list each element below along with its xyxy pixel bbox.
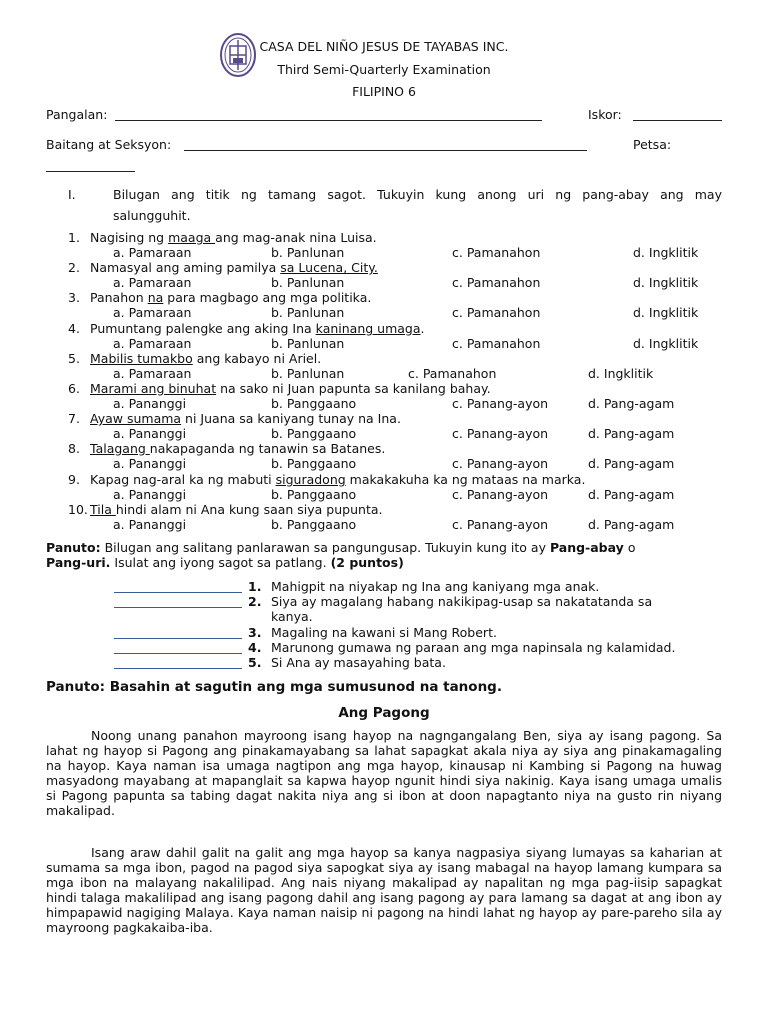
choice-a[interactable]: a. Pananggi — [113, 487, 187, 502]
answer-blank[interactable] — [114, 607, 242, 608]
grade-section-field[interactable] — [184, 150, 587, 151]
choice-a[interactable]: a. Pamaraan — [113, 336, 192, 351]
part-two-instruction-line2 — [46, 555, 404, 570]
question-number: 9. — [68, 472, 80, 487]
question-text-end: ang mag-anak nina Luisa. — [215, 230, 377, 245]
points-note: (2 puntos) — [330, 555, 404, 570]
choice-d[interactable]: d. Ingklitik — [633, 336, 699, 351]
question-number: 7. — [68, 411, 80, 426]
question-text-end: na sako ni Juan papunta sa kanilang bahay. — [216, 381, 491, 396]
choice-a[interactable]: a. Pananggi — [113, 456, 187, 471]
score-label: Iskor: — [588, 107, 622, 122]
underlined-adverb: kaninang umaga — [315, 321, 421, 336]
choice-d[interactable]: d. Pang-agam — [588, 487, 675, 502]
question-number: 2. — [68, 260, 80, 275]
exam-title: Third Semi-Quarterly Examination — [277, 62, 491, 77]
choice-d[interactable]: d. Ingklitik — [633, 245, 699, 260]
choice-a[interactable]: a. Pamaraan — [113, 275, 192, 290]
date-label: Petsa: — [633, 137, 672, 152]
choice-a[interactable]: a. Pananggi — [113, 517, 187, 532]
part-one-numeral: I. — [68, 187, 76, 202]
part-two-text-2: o — [623, 540, 636, 555]
choice-b[interactable]: b. Panlunan — [271, 275, 345, 290]
choice-d[interactable]: d. Ingklitik — [588, 366, 654, 381]
part-two-instruction — [46, 540, 635, 555]
school-name: CASA DEL NIÑO JESUS DE TAYABAS INC. — [259, 39, 509, 54]
item-sentence: Mahigpit na niyakap ng Ina ang kaniyang mga anak. — [271, 579, 600, 594]
choice-c[interactable]: c. Panang-ayon — [452, 487, 549, 502]
answer-blank[interactable] — [114, 638, 242, 639]
answer-blank[interactable] — [114, 653, 242, 654]
choice-b[interactable]: b. Panlunan — [271, 305, 345, 320]
choice-c[interactable]: c. Panang-ayon — [452, 456, 549, 471]
choice-d[interactable]: d. Pang-agam — [588, 426, 675, 441]
item-sentence: Si Ana ay masayahing bata. — [271, 655, 446, 670]
answer-blank[interactable] — [114, 668, 242, 669]
question-text-end: para magbago ang mga politika. — [163, 290, 372, 305]
question-text-end: ang kabayo ni Ariel. — [192, 351, 322, 366]
choice-b[interactable]: b. Panlunan — [271, 336, 345, 351]
question-text-end: nakapaganda ng tanawin sa Batanes. — [149, 441, 386, 456]
item-number: 2. — [248, 594, 262, 609]
question-text-end: ni Juana sa kaniyang tunay na Ina. — [181, 411, 401, 426]
question-text: Kapag nag-aral ka ng mabuti — [90, 472, 276, 487]
choice-d[interactable]: d. Ingklitik — [633, 305, 699, 320]
underlined-adverb: na — [147, 290, 164, 305]
choice-c[interactable]: c. Panang-ayon — [452, 517, 549, 532]
question-text: Namasyal ang aming pamilya — [90, 260, 281, 275]
question-3 — [68, 290, 371, 305]
choice-d[interactable]: d. Ingklitik — [633, 275, 699, 290]
item-sentence: Siya ay magalang habang nakikipag-usap sa nakatatanda sa — [271, 594, 653, 609]
choice-b[interactable]: b. Panggaano — [271, 487, 357, 502]
question-number: 10. — [68, 502, 88, 517]
choice-d[interactable]: d. Pang-agam — [588, 396, 675, 411]
choice-a[interactable]: a. Pananggi — [113, 396, 187, 411]
choice-a[interactable]: a. Pamaraan — [113, 245, 192, 260]
story-paragraph-2: Isang araw dahil galit na galit ang mga hayop sa kanya nagpasiya siyang lumayas sa kaharian at sumama sa mga ibon, pagod na pagod siya sapogkat siya ay isang mabagal na hayop lamang kumpara sa mga ibon na malayang nakalilipad. Ang nais niyang makalipad ay napalitan ng mga pag-iisip sapagkat hindi talaga makalilipad ang isang pagong dahil ang isang pagong ay para lamang sa dagat at ang ibon ay himpapawid nagiging Malaya. Kaya naman naisip ni pagong na hindi lahat ng hayop ay pare-pareho sila ay mayroong pagkakaiba-iba. — [46, 845, 722, 935]
choice-a[interactable]: a. Pamaraan — [113, 366, 192, 381]
pang-abay-term: Pang-abay — [549, 540, 624, 555]
choice-b[interactable]: b. Panggaano — [271, 396, 357, 411]
choice-d[interactable]: d. Pang-agam — [588, 456, 675, 471]
choice-b[interactable]: b. Panlunan — [271, 245, 345, 260]
item-number: 4. — [248, 640, 262, 655]
underlined-adverb: Talagang — [90, 441, 150, 456]
question-text-end: makakakuha ka ng mataas na marka. — [345, 472, 586, 487]
question-number: 8. — [68, 441, 80, 456]
choice-b[interactable]: b. Panggaano — [271, 426, 357, 441]
question-10 — [68, 502, 382, 517]
question-9 — [68, 472, 585, 487]
choice-b[interactable]: b. Panggaano — [271, 517, 357, 532]
pang-uri-term: Pang-uri. — [46, 555, 111, 570]
item-number: 3. — [248, 625, 262, 640]
question-number: 3. — [68, 290, 80, 305]
underlined-adverb: maaga — [168, 230, 216, 245]
question-number: 1. — [68, 230, 80, 245]
item-sentence: Marunong gumawa ng paraan ang mga napinsala ng kalamidad. — [271, 640, 676, 655]
part-one-instruction: Bilugan ang titik ng tamang sagot. Tukuyin kung anong uri ng pang-abay ang may — [113, 187, 722, 202]
question-text: Pumuntang palengke ang aking Ina — [90, 321, 316, 336]
underlined-adverb: Marami ang binuhat — [90, 381, 217, 396]
question-1 — [68, 230, 377, 245]
subject-title: FILIPINO 6 — [352, 84, 416, 99]
choice-b[interactable]: b. Panlunan — [271, 366, 345, 381]
question-8 — [68, 441, 385, 456]
question-number: 5. — [68, 351, 80, 366]
score-field[interactable] — [633, 120, 722, 121]
underlined-adverb: Ayaw sumama — [90, 411, 182, 426]
item-number: 1. — [248, 579, 262, 594]
choice-a[interactable]: a. Pananggi — [113, 426, 187, 441]
item-number: 5. — [248, 655, 262, 670]
part-three-instruction: Panuto: Basahin at sagutin ang mga sumusunod na tanong. — [46, 679, 502, 695]
item-sentence-cont: kanya. — [271, 609, 313, 624]
part-one-instruction-cont: salungguhit. — [113, 208, 191, 223]
question-2 — [68, 260, 378, 275]
item-sentence: Magaling na kawani si Mang Robert. — [271, 625, 497, 640]
question-number: 4. — [68, 321, 80, 336]
part-two-text-1: Bilugan ang salitang panlarawan sa pangungusap. Tukuyin kung ito ay — [100, 540, 550, 555]
choice-c[interactable]: c. Panang-ayon — [452, 396, 549, 411]
question-6 — [68, 381, 491, 396]
underlined-adverb: sa Lucena, City. — [280, 260, 378, 275]
underlined-adverb: Tila — [90, 502, 116, 517]
part-two-label: Panuto: — [46, 540, 101, 555]
question-4 — [68, 321, 425, 336]
underlined-adverb: siguradong — [275, 472, 346, 487]
name-field[interactable] — [115, 120, 542, 121]
story-paragraph-1: Noong unang panahon mayroong isang hayop na nagngangalang Ben, siya ay isang pagong. Sa lahat ng hayop si Pagong ang pinakamayabang sa lahat sapagkat akala niya ay siya ang pinakamagaling na hayop. Kaya naman isa umaga nagtipon ang mga hayop, kinausap ni Kambing si Pagong na huwag masyadong mayabang at mapanglait sa kapwa hayop ngunit hindi siya nakinig. Kaya isang umaga umalis si Pagong papunta sa tabing dagat nakita niya ang si ibon at doon napagtanto niya na gusto rin niyang makalipad. — [46, 728, 722, 818]
question-text-end: . — [420, 321, 425, 336]
answer-blank[interactable] — [114, 592, 242, 593]
name-label: Pangalan: — [46, 107, 108, 122]
choice-c[interactable]: c. Pamanahon — [452, 305, 541, 320]
question-text: Nagising ng — [90, 230, 169, 245]
choice-c[interactable]: c. Pamanahon — [408, 366, 497, 381]
choice-c[interactable]: c. Pamanahon — [452, 275, 541, 290]
question-number: 6. — [68, 381, 80, 396]
choice-c[interactable]: c. Panang-ayon — [452, 426, 549, 441]
choice-b[interactable]: b. Panggaano — [271, 456, 357, 471]
question-5 — [68, 351, 321, 366]
choice-a[interactable]: a. Pamaraan — [113, 305, 192, 320]
question-text: Panahon — [90, 290, 148, 305]
story-title: Ang Pagong — [338, 705, 430, 721]
underlined-adverb: Mabilis tumakbo — [90, 351, 193, 366]
choice-d[interactable]: d. Pang-agam — [588, 517, 675, 532]
question-text-end: hindi alam ni Ana kung saan siya pupunta. — [115, 502, 383, 517]
grade-section-label: Baitang at Seksyon: — [46, 137, 172, 152]
choice-c[interactable]: c. Pamanahon — [452, 336, 541, 351]
question-7 — [68, 411, 401, 426]
part-two-text-3: Isulat ang iyong sagot sa patlang. — [110, 555, 331, 570]
date-field[interactable] — [46, 171, 135, 172]
choice-c[interactable]: c. Pamanahon — [452, 245, 541, 260]
